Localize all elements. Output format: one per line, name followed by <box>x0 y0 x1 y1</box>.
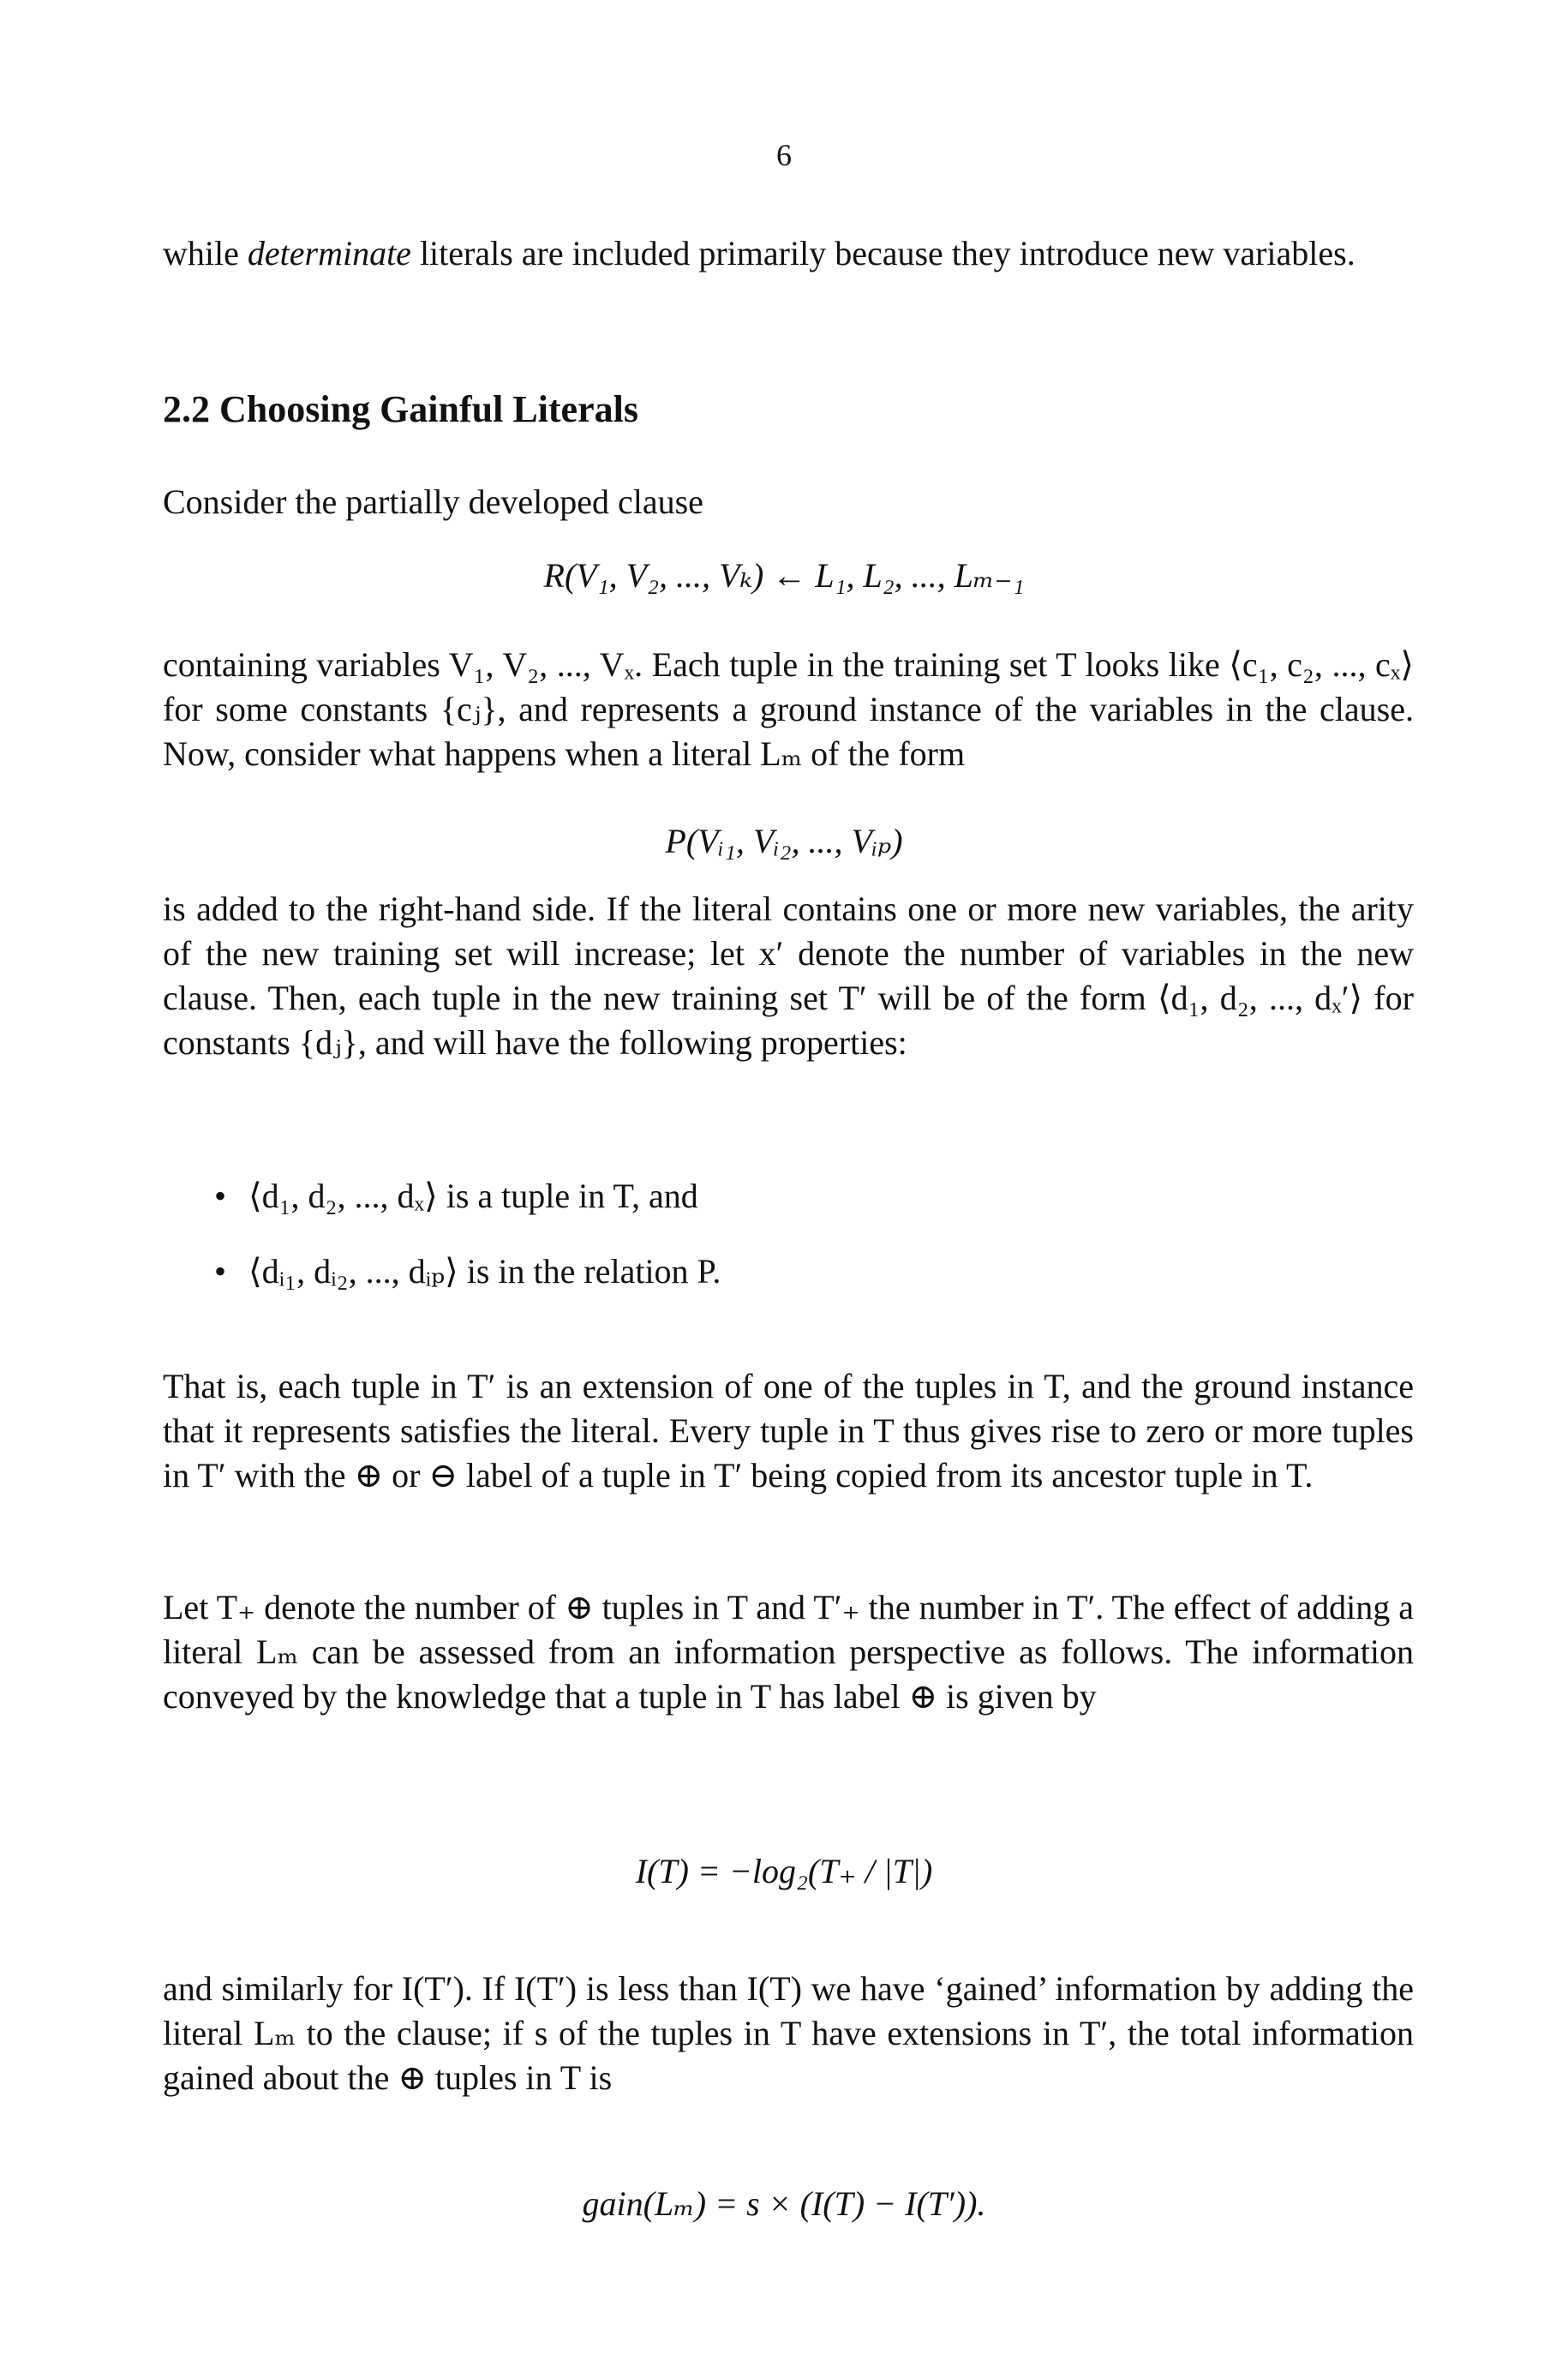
section-heading: 2.2 Choosing Gainful Literals <box>163 388 638 430</box>
equation-clause: R(V₁, V₂, ..., Vₖ) ← L₁, L₂, ..., Lₘ₋₁ <box>543 556 1025 595</box>
equation-information: I(T) = −log₂(T₊ / |T|) <box>635 1852 933 1890</box>
equation-literal: P(Vᵢ₁, Vᵢ₂, ..., Vᵢₚ) <box>665 822 903 860</box>
paragraph-consider: Consider the partially developed clause <box>163 482 703 521</box>
bullet-text: ⟨dᵢ₁, dᵢ₂, ..., dᵢₚ⟩ is in the relation P. <box>248 1252 721 1291</box>
bullet-dot-icon: • <box>214 1177 227 1215</box>
intro-text-before: while <box>163 234 248 273</box>
paragraph-similarly: and similarly for I(T′). If I(T′) is less than I(T) we have ‘gained’ information by adding the literal Lₘ to the clause; if s of the tuples in T have extensions in T′, the total information gained about the ⊕ tuples in T is <box>163 1969 1414 2097</box>
intro-text-after: literals are included primarily because they introduce new variables. <box>410 234 1356 273</box>
equation-gain: gain(Lₘ) = s × (I(T) − I(T′)). <box>582 2184 986 2223</box>
intro-paragraph <box>163 231 1414 276</box>
paragraph-added: is added to the right-hand side. If the literal contains one or more new variables, the arity of the new training set will increase; let x′ denote the number of variables in the new clause. Then, each tuple in the new training set T′ will be of the form ⟨d₁, d₂, ..., dₓ′⟩ for constants {dⱼ}, and will have the following properties: <box>163 890 1414 1062</box>
paragraph-that-is: That is, each tuple in T′ is an extension of one of the tuples in T, and the ground instance that it represents satisfies the literal. Every tuple in T thus gives rise to zero or more tuples in T′ with the ⊕ or ⊖ label of a tuple in T′ being copied from its ancestor tuple in T. <box>163 1367 1414 1494</box>
page-number: 6 <box>776 138 792 172</box>
bullet-item <box>214 1176 698 1216</box>
paragraph-let: Let T₊ denote the number of ⊕ tuples in T and T′₊ the number in T′. The effect of adding a literal Lₘ can be assessed from an information perspective as follows. The information conveyed by the knowledge that a tuple in T has label ⊕ is given by <box>163 1588 1414 1716</box>
bullet-dot-icon: • <box>214 1252 227 1291</box>
bullet-item <box>214 1251 721 1291</box>
bullet-text: ⟨d₁, d₂, ..., dₓ⟩ is a tuple in T, and <box>248 1177 698 1215</box>
intro-emphasis: determinate <box>247 234 411 273</box>
paragraph-containing: containing variables V₁, V₂, ..., Vₓ. Each tuple in the training set T looks like ⟨c₁, c₂, ..., cₓ⟩ for some constants {cⱼ}, and represents a ground instance of the variables in the clause. Now, consider what happens when a literal Lₘ of the form <box>163 645 1414 773</box>
